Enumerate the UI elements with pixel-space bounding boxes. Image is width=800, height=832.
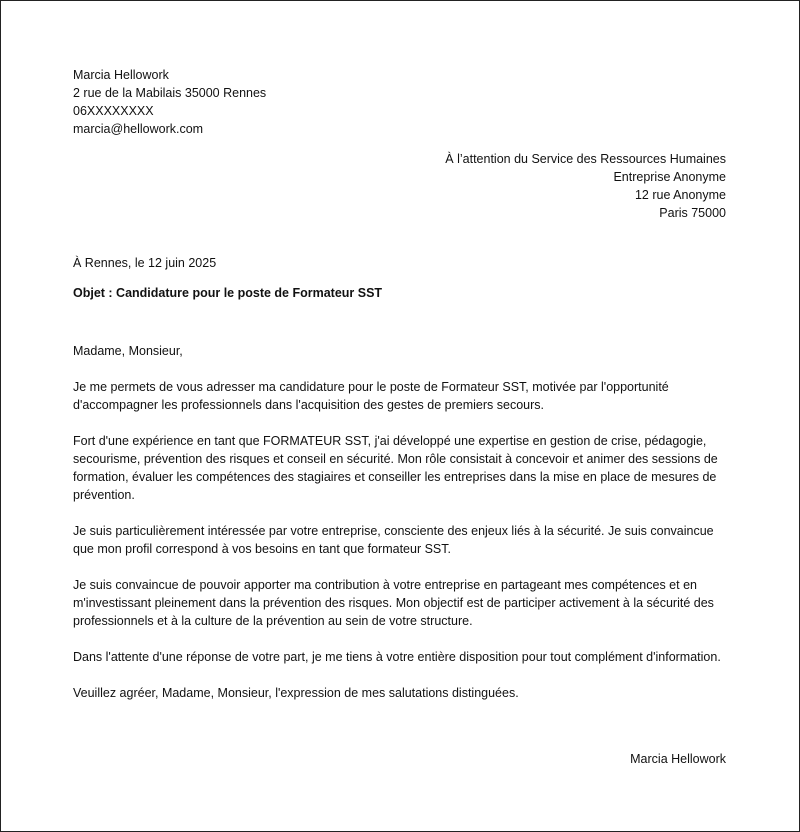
- recipient-block: [445, 150, 726, 222]
- letter-date: À Rennes, le 12 juin 2025: [73, 256, 217, 270]
- paragraph: Dans l'attente d'une réponse de votre part, je me tiens à votre entière disposition pour tout complément d'information.: [73, 650, 721, 664]
- sender-name: Marcia Hellowork: [73, 68, 169, 82]
- recipient-attention: À l’attention du Service des Ressources Humaines: [445, 152, 726, 166]
- recipient-street: 12 rue Anonyme: [634, 188, 726, 202]
- letter-subject: Objet : Candidature pour le poste de Formateur SST: [73, 286, 383, 300]
- paragraph: Je suis particulièrement intéressée par votre entreprise, consciente des enjeux liés à la sécurité. Je suis convaincue que mon profil correspond à vos besoins en tant que formateur SST.: [73, 524, 714, 556]
- closing-paragraph: Veuillez agréer, Madame, Monsieur, l'expression de mes salutations distinguées.: [73, 686, 519, 700]
- paragraph: Je suis convaincue de pouvoir apporter ma contribution à votre entreprise en partageant mes compétences et en m'investissant pleinement dans la prévention des risques. Mon objectif est de participer activement à la sécurité des professionnels et à la culture de la prévention au sein de votre structure.: [73, 578, 714, 628]
- sender-phone: 06XXXXXXXX: [73, 104, 154, 118]
- signature: Marcia Hellowork: [630, 752, 726, 766]
- sender-block: [73, 66, 266, 138]
- salutation: Madame, Monsieur,: [73, 344, 183, 358]
- letter-body: [73, 342, 733, 720]
- paragraph: Fort d'une expérience en tant que FORMATEUR SST, j'ai développé une expertise en gestion de crise, pédagogie, secourisme, prévention des risques et conseil en sécurité. Mon rôle consistait à concevoir et animer des sessions de formation, évaluer les compétences des stagiaires et conseiller les entreprises dans la mise en place de mesures de prévention.: [73, 434, 718, 502]
- sender-email: marcia@hellowork.com: [73, 122, 204, 136]
- recipient-city: Paris 75000: [659, 206, 726, 220]
- sender-address: 2 rue de la Mabilais 35000 Rennes: [73, 86, 267, 100]
- paragraph: Je me permets de vous adresser ma candidature pour le poste de Formateur SST, motivée par l'opportunité d'accompagner les professionnels dans l'acquisition des gestes de premiers secours.: [73, 380, 669, 412]
- recipient-company: Entreprise Anonyme: [613, 170, 726, 184]
